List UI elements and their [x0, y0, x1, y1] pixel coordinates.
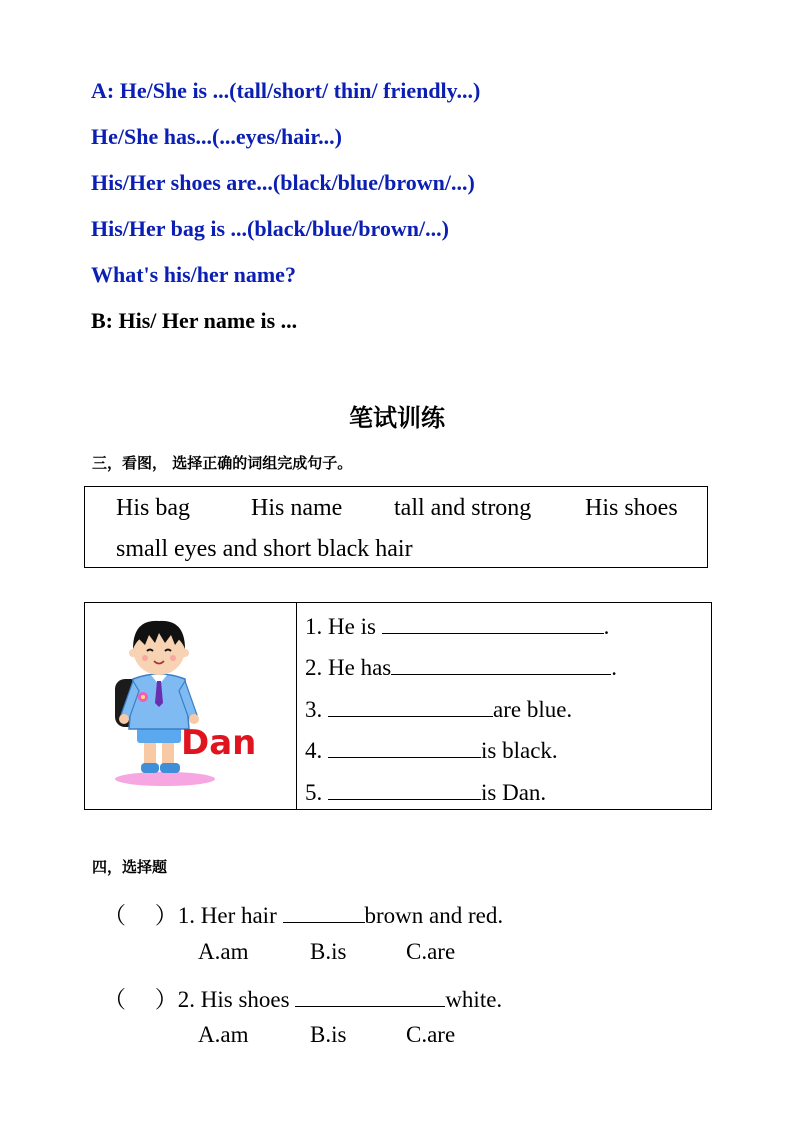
sentence-5	[305, 779, 546, 806]
option-c: C.are	[406, 939, 456, 964]
sentence-text: .	[603, 614, 610, 639]
answer-blank[interactable]	[328, 696, 493, 717]
answer-paren[interactable]: （ ）	[103, 987, 178, 1012]
answer-paren[interactable]: （ ）	[103, 903, 178, 928]
boy-illustration	[93, 611, 293, 801]
dialogue-line-5: What's his/her name?	[91, 262, 296, 287]
answer-blank[interactable]	[391, 654, 611, 675]
sentence-text: 5.	[305, 780, 328, 805]
sentence-4	[305, 737, 558, 764]
answer-blank[interactable]	[382, 613, 604, 634]
question-2	[103, 981, 502, 1014]
picture-sentence-table	[84, 602, 712, 810]
sentence-text: is Dan.	[481, 780, 547, 805]
section-title: 笔试训练	[349, 404, 445, 432]
table-divider	[296, 603, 297, 809]
question-text: 1. Her hair	[177, 903, 283, 928]
option-c: C.are	[406, 1022, 456, 1047]
sentence-text: .	[611, 655, 617, 680]
answer-blank[interactable]	[283, 902, 365, 923]
word-bank-item: tall and strong	[394, 495, 532, 521]
sentence-text: 1. He is	[305, 614, 382, 639]
option-a: A.am	[198, 1022, 249, 1047]
dialogue-line-6: B: His/ Her name is ...	[91, 308, 298, 333]
question-text: white.	[445, 987, 503, 1012]
option-b: B.is	[310, 1022, 347, 1047]
option-b: B.is	[310, 939, 347, 964]
answer-blank[interactable]	[295, 986, 445, 1007]
sentence-text: are blue.	[493, 697, 573, 722]
answer-blank[interactable]	[328, 779, 481, 800]
word-bank-item: His bag	[116, 495, 190, 521]
word-bank-item: His shoes	[585, 495, 678, 521]
question-text: brown and red.	[364, 903, 504, 928]
sentence-text: 2. He has	[305, 655, 392, 680]
word-bank	[84, 486, 708, 568]
sentence-3	[305, 696, 572, 723]
dialogue-line-3: His/Her shoes are...(black/blue/brown/...)	[91, 170, 475, 195]
sentence-text: 4.	[305, 738, 328, 763]
question-1	[103, 897, 503, 930]
dialogue-line-2: He/She has...(...eyes/hair...)	[91, 124, 342, 149]
option-a: A.am	[198, 939, 249, 964]
dialogue-line-1: A: He/She is ...(tall/short/ thin/ friendly...)	[91, 78, 481, 103]
answer-blank[interactable]	[328, 737, 481, 758]
word-bank-item: His name	[251, 495, 343, 521]
part4-heading: 四，选择题	[92, 858, 168, 876]
sentence-1	[305, 613, 609, 640]
question-text: 2. His shoes	[177, 987, 296, 1012]
picture-label: Dan	[181, 723, 257, 763]
part3-heading: 三，看图， 选择正确的词组完成句子。	[92, 454, 353, 472]
word-bank-item: small eyes and short black hair	[116, 536, 413, 562]
sentence-text: is black.	[481, 738, 558, 763]
sentence-2	[305, 654, 617, 681]
sentence-text: 3.	[305, 697, 328, 722]
dialogue-line-4: His/Her bag is ...(black/blue/brown/...)	[91, 216, 449, 241]
